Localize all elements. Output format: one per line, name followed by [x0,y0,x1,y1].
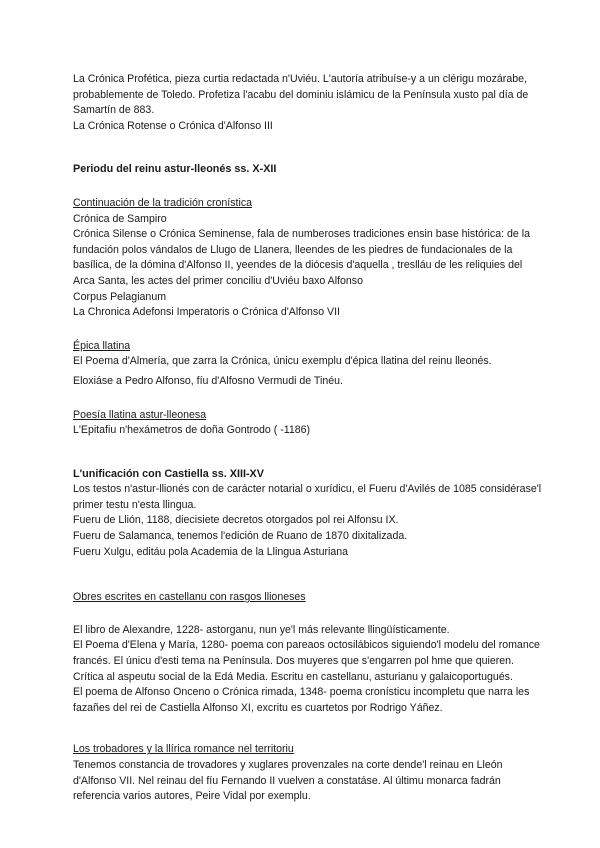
subheading-trobadores: Los trobadores y la llírica romance nel territoriu [73,743,294,756]
list-item: Eloxiáse a Pedro Alfonso, fíu d'Alfosno Vermudi de Tinéu. [73,374,343,387]
list-item: Fueru Xulgu, editáu pola Academia de la Llingua Asturiana [73,545,349,558]
list-item: Crónica de Sampiro [73,212,167,225]
list-item: El Poema d'Elena y María, 1280- poema con pareaos octosilábicos siguiendo'l modelu del romance francés. El únicu d'esti tema na Península. Dos muyeres que s'engarren pol hme que quieren. Crítica al aspeutu social de la Edá Media. Escritu en castellanu, asturianu y galaicoportugués. [73,639,540,683]
intro-paragraph: La Crónica Profética, pieza curtia redactada n'Uviéu. L'autoría atribuíse-y a un clérigu mozárabe, probablemente de Toledo. Profetiza l'acabu del dominiu islámicu de la Península xusto pal día de Samartín de 883. [73,73,529,117]
list-item: Tenemos constancia de trovadores y xuglares provenzales na corte dende'l reinau en Lleón d'Alfonso VII. Nel reinau del fíu Fernando II vuelven a constatáse. Al últimu monarca fadrán referencia varios autores, Peire Vidal por exemplu. [73,759,503,803]
list-item: El Poema d'Almería, que zarra la Crónica, únicu exemplu d'épica llatina del reinu lleonés. [73,355,492,368]
list-item: Corpus Pelagianum [73,290,167,303]
list-item: Los testos n'astur-llionés con de carácter notarial o xurídicu, el Fueru d'Avilés de 1085 considérase'l primer testu n'esta llingua. [73,483,542,511]
list-item: El poema de Alfonso Onceno o Crónica rimada, 1348- poema cronísticu incompletu que narra les fazañes del rei de Castiella Alfonso XI, excritu es cuartetos por Rodrigo Yáñez. [73,686,530,714]
list-item: Fueru de Llión, 1188, diecisiete decretos otorgados pol rei Alfonsu IX. [73,514,399,527]
list-item: L'Epitafiu n'hexámetros de doña Gontrodo ( -1186) [73,424,311,437]
list-item: La Chronica Adefonsi Imperatoris o Crónica d'Alfonso VII [73,306,341,319]
section-heading-astur-lleones: Periodu del reinu astur-lleonés ss. X-XII [73,163,277,176]
document-page [73,72,545,805]
subheading-epica-llatina: Épica llatina [73,339,131,352]
intro-line: La Crónica Rotense o Crónica d'Alfonso III [73,119,273,132]
subheading-poesia-llatina: Poesía llatina astur-lleonesa [73,408,207,421]
list-item: El libro de Alexandre, 1228- astorganu, nun ye'l más relevante llingüísticamente. [73,623,450,636]
subheading-tradicion-cronistica: Continuación de la tradición cronística [73,196,253,209]
list-item: Crónica Silense o Crónica Seminense, fala de numberoses tradiciones ensin base histórica: de la fundación polos vándalos de Llugo de Llanera, lleendes de les piedres de fundacionales de la basílica, de la dómina d'Alfonso II, yeendes de la diócesis d'aquella , treslláu de les reliquies del Arca Santa, les actes del primer conciliu d'Uviéu baxo Alfonso [73,228,530,287]
list-item: Fueru de Salamanca, tenemos l'edición de Ruano de 1870 dixitalizada. [73,530,408,543]
section-heading-castiella: L'unificación con Castiella ss. XIII-XV [73,467,264,480]
subheading-obres-castellanu: Obres escrites en castellanu con rasgos llioneses [73,591,306,604]
